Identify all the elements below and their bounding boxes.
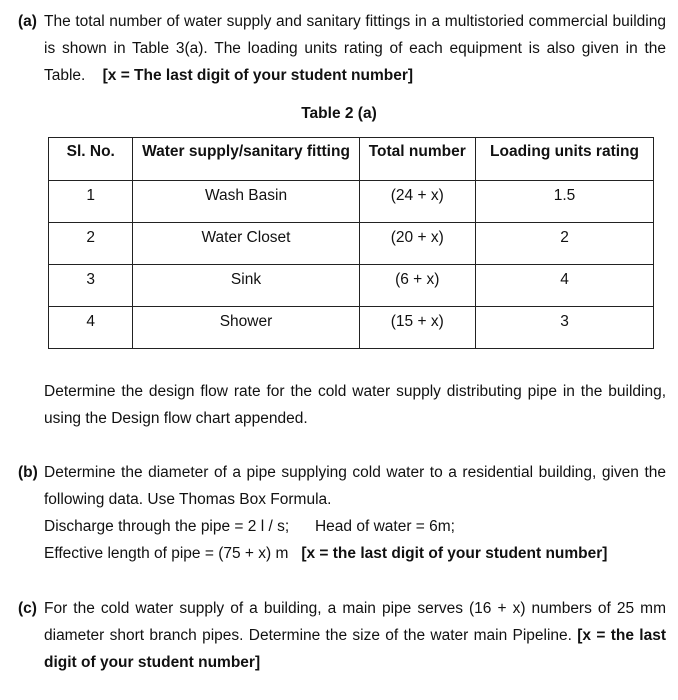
table-row <box>49 181 654 223</box>
part-c <box>18 595 666 676</box>
table-row <box>49 265 654 307</box>
part-b <box>18 459 666 567</box>
part-a-question-block <box>18 378 666 432</box>
part-c-note: [x = the last digit of your student number] <box>44 627 666 671</box>
part-a-note: [x = The last digit of your student number] <box>102 67 414 84</box>
part-b-discharge: Discharge through the pipe = 2 l / s; <box>44 518 290 535</box>
cell-sl-no: 2 <box>49 223 133 265</box>
cell-total-number: (20 + x) <box>359 223 475 265</box>
part-b-tag: (b) <box>18 464 38 481</box>
table-row <box>49 223 654 265</box>
part-b-head: Head of water = 6m; <box>314 518 455 535</box>
cell-fitting: Water Closet <box>133 223 359 265</box>
part-b-given-line-2 <box>44 540 666 567</box>
table-header-row <box>49 138 654 181</box>
cell-loading-units: 2 <box>476 223 654 265</box>
part-c-body <box>44 595 666 676</box>
part-b-note: [x = the last digit of your student number] <box>301 545 608 562</box>
table-caption: Table 2 (a) <box>301 105 377 122</box>
part-b-length: Effective length of pipe = (75 + x) m <box>44 545 289 562</box>
part-a-intro <box>44 8 666 89</box>
table-row <box>49 307 654 349</box>
part-b-given-line-1 <box>44 513 666 540</box>
cell-fitting: Sink <box>133 265 359 307</box>
cell-sl-no: 1 <box>49 181 133 223</box>
header-fitting: Water supply/sanitary fitting <box>133 138 359 181</box>
cell-loading-units: 4 <box>476 265 654 307</box>
part-a <box>18 8 666 89</box>
part-c-tag: (c) <box>18 600 37 617</box>
header-total-number: Total number <box>359 138 475 181</box>
part-c-text: For the cold water supply of a building, a main pipe serves (16 + x) numbers of 25 mm diameter short branch pipes. Determine the size of the water main Pipeline. <box>44 600 666 644</box>
cell-loading-units: 3 <box>476 307 654 349</box>
header-sl-no: Sl. No. <box>49 138 133 181</box>
part-a-intro-text: The total number of water supply and sanitary fittings in a multistoried commercial building is shown in Table 3(a). The loading units rating of each equipment is also given in the Table. <box>44 13 666 84</box>
header-loading-units: Loading units rating <box>476 138 654 181</box>
cell-sl-no: 4 <box>49 307 133 349</box>
part-b-intro: Determine the diameter of a pipe supplying cold water to a residential building, given the following data. Use Thomas Box Formula. <box>44 464 666 508</box>
cell-fitting: Wash Basin <box>133 181 359 223</box>
part-a-tag: (a) <box>18 13 37 30</box>
cell-fitting: Shower <box>133 307 359 349</box>
cell-total-number: (6 + x) <box>359 265 475 307</box>
cell-loading-units: 1.5 <box>476 181 654 223</box>
part-a-question: Determine the design flow rate for the cold water supply distributing pipe in the building, using the Design flow chart appended. <box>44 383 666 427</box>
fittings-table <box>48 137 654 349</box>
cell-total-number: (24 + x) <box>359 181 475 223</box>
cell-sl-no: 3 <box>49 265 133 307</box>
cell-total-number: (15 + x) <box>359 307 475 349</box>
